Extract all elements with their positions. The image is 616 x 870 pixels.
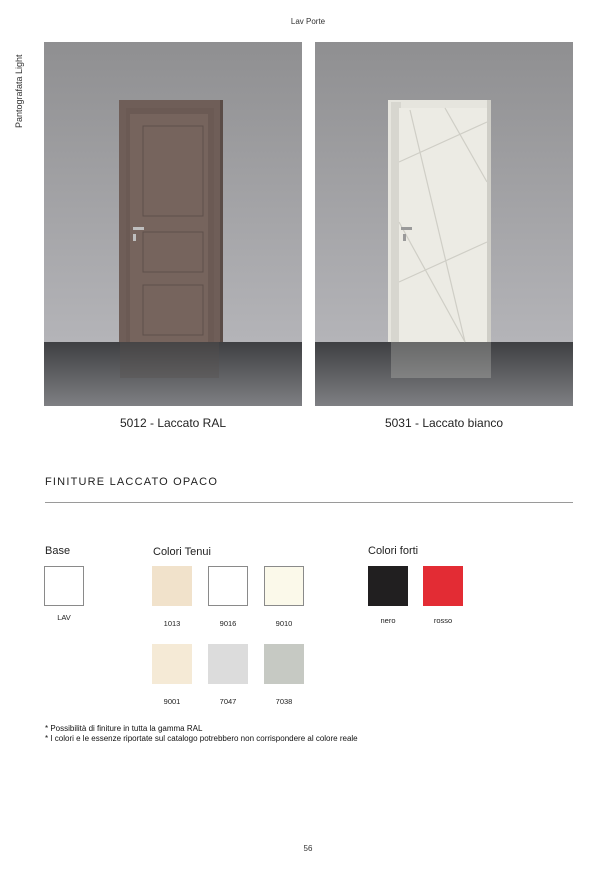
swatch-label-9010: 9010	[275, 619, 293, 628]
swatch-7038	[264, 644, 304, 684]
product-caption-5012: 5012 - Laccato RAL	[119, 416, 227, 430]
swatch-label-1013: 1013	[163, 619, 181, 628]
swatch-rosso	[423, 566, 463, 606]
product-caption-5031: 5031 - Laccato bianco	[384, 416, 504, 430]
section-title: FINITURE LACCATO OPACO	[45, 476, 219, 488]
brand-header: Lav Porte	[290, 17, 326, 26]
footnote-ral: * Possibilità di finiture in tutta la gamma RAL	[45, 724, 203, 733]
swatch-label-7047: 7047	[219, 697, 237, 706]
swatch-7047	[208, 644, 248, 684]
swatch-9016	[208, 566, 248, 606]
swatch-lav	[44, 566, 84, 606]
swatch-1013	[152, 566, 192, 606]
collection-side-label: Pantografata Light	[14, 54, 24, 128]
product-photo-5012	[44, 42, 302, 406]
swatch-label-7038: 7038	[275, 697, 293, 706]
page-number: 56	[303, 844, 313, 853]
swatch-nero	[368, 566, 408, 606]
swatch-label-9016: 9016	[219, 619, 237, 628]
footnote-color-disclaimer: * I colori e le essenze riportate sul catalogo potrebbero non corrispondere al colore reale	[45, 734, 358, 743]
swatch-label-rosso: rosso	[433, 616, 453, 625]
product-photo-5031	[315, 42, 573, 406]
swatch-label-nero: nero	[380, 616, 396, 625]
group-label-base: Base	[45, 545, 71, 557]
footnotes	[45, 724, 358, 744]
group-label-tenui: Colori Tenui	[153, 546, 211, 558]
swatch-label-9001: 9001	[163, 697, 181, 706]
swatch-9001	[152, 644, 192, 684]
group-label-forti: Colori forti	[368, 545, 419, 557]
section-divider	[45, 502, 573, 503]
swatch-9010	[264, 566, 304, 606]
swatch-label-lav: LAV	[57, 613, 71, 622]
